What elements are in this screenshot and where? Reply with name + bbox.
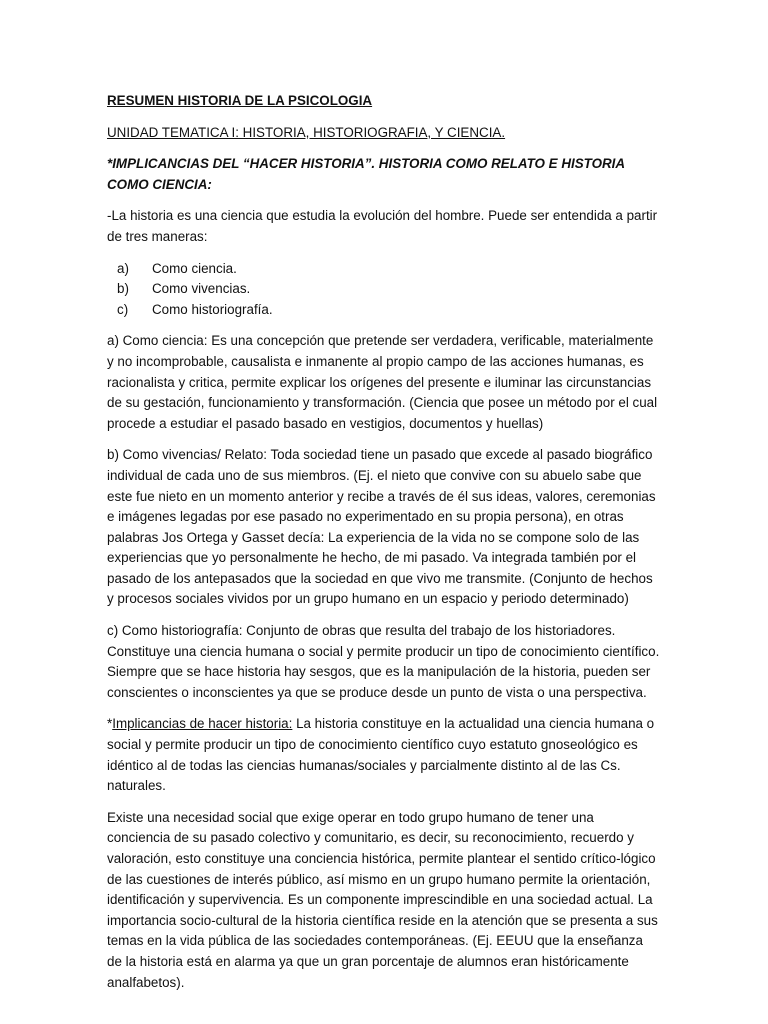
- implicancias-label: Implicancias de hacer historia:: [112, 716, 293, 732]
- document-page: [107, 91, 660, 1004]
- paragraph-necesidad-social: Existe una necesidad social que exige operar en todo grupo humano de tener una conciencia de su pasado colectivo y comunitario, es decir, su reconocimiento, recuerdo y valoración, esto constituye una conciencia histórica, permite plantear el sentido crítico-lógico de las cuestiones de interés público, así mismo en un grupo humano permite la orientación, identificación y supervivencia. Es un componente imprescindible en una sociedad actual. La importancia socio-cultural de la historia científica reside en la atención que se presenta a sus temas en la vida pública de las sociedades contemporáneas. (Ej. EEUU que la enseñanza de la historia está en alarma ya que un gran porcentaje de alumnos eran históricamente analfabetos).: [107, 809, 658, 990]
- intro-paragraph: -La historia es una ciencia que estudia la evolución del hombre. Puede ser entendida a partir de tres maneras:: [107, 208, 658, 244]
- definitions-list: [107, 259, 660, 321]
- list-item-marker: b): [117, 281, 129, 297]
- list-item-text: Como historiografía.: [152, 301, 273, 317]
- list-item-text: Como vivencias.: [152, 281, 251, 297]
- implicancias-text: La historia constituye en la actualidad una ciencia humana o social y permite producir un tipo de conocimiento científico cuyo estatuto gnoseológico es idéntico al de todas las ciencias humanas/sociales y parcialmente distinto al de las Cs. naturales.: [107, 716, 655, 794]
- list-item-marker: c): [117, 301, 129, 317]
- list-item-text: Como ciencia.: [152, 260, 237, 276]
- paragraph-historiografia: c) Como historiografía: Conjunto de obras que resulta del trabajo de los historiadores. Constituye una ciencia humana o social y permite producir un tipo de conocimiento científico. Siempre que se hace historia hay sesgos, que es la manipulación de la historia, pueden ser conscientes o inconscientes ya que se produce desde un punto de vista o una perspectiva.: [107, 623, 660, 700]
- asterisk-mark: *: [107, 716, 113, 732]
- unit-heading: UNIDAD TEMATICA I: HISTORIA, HISTORIOGRAFIA, Y CIENCIA.: [107, 124, 506, 140]
- section-subtitle: *IMPLICANCIAS DEL “HACER HISTORIA”. HISTORIA COMO RELATO E HISTORIA COMO CIENCIA:: [107, 156, 625, 192]
- document-title: RESUMEN HISTORIA DE LA PSICOLOGIA: [107, 93, 373, 108]
- list-item: [117, 259, 660, 280]
- list-item: [117, 279, 660, 300]
- list-item-marker: a): [117, 260, 129, 276]
- paragraph-ciencia: a) Como ciencia: Es una concepción que pretende ser verdadera, verificable, materialmente y no incomprobable, causalista e inmanente al propio campo de las acciones humanas, es racionalista y critica, permite explicar los orígenes del presente e iluminar las circunstancias de su gestación, funcionamiento y transformación. (Ciencia que posee un método por el cual procede a estudiar el pasado basado en vestigios, documentos y huellas): [107, 333, 658, 431]
- paragraph-vivencias: b) Como vivencias/ Relato: Toda sociedad tiene un pasado que excede al pasado biográfico individual de cada uno de sus miembros. (Ej. el nieto que convive con su abuelo sabe que este fue nieto en un momento anterior y recibe a través de él sus ideas, valores, ceremonias e imágenes legadas por ese pasado no experimentado en su propia persona), en otras palabras Jos Ortega y Gasset decía: La experiencia de la vida no se compone solo de las experiencias que yo personalmente he hecho, de mi pasado. Va integrada también por el pasado de los antepasados que la sociedad en que vivo me transmite. (Conjunto de hechos y procesos sociales vividos por un grupo humano en un espacio y periodo determinado): [107, 447, 656, 607]
- list-item: [117, 300, 660, 321]
- paragraph-implicancias: [107, 714, 660, 796]
